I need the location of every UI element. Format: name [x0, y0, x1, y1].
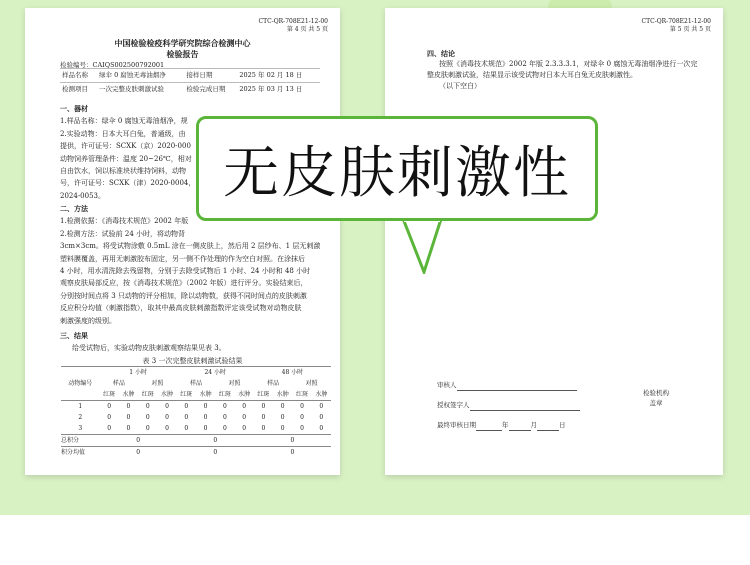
score-cell: 0 — [242, 425, 247, 432]
sub-header: 水肿 — [315, 391, 328, 398]
average-value: 0 — [100, 447, 177, 459]
score-cell: 0 — [280, 425, 285, 432]
score-cell: 0 — [254, 401, 273, 413]
conclusion-line: 整皮肤刺激试验，结果显示该受试物对日本大耳白兔无皮肤刺激性。 — [427, 71, 637, 79]
score-cell: 0 — [184, 414, 189, 421]
sub-header: 水肿 — [276, 391, 289, 398]
score-cell: 0 — [107, 414, 112, 421]
info-value: 绿伞 0 腐蚀无毒油烟净 — [97, 69, 184, 83]
sub-header: 水肿 — [238, 391, 251, 398]
sub-header: 红斑 — [295, 391, 308, 398]
section-conclusion — [427, 48, 712, 92]
group-header: 对照 — [228, 380, 241, 387]
text-line: 分别按时间点将 3 只动物的评分相加，除以动物数，获得不同时间点的皮肤刺激 — [60, 291, 307, 300]
form-code: CTC-QR-708E21-12-00 — [641, 18, 711, 25]
text-line: 自由饮水，饲以标准块状维持饲料，动物 — [60, 167, 186, 176]
final-date-line — [437, 420, 566, 431]
table-row — [61, 423, 331, 435]
date-blank — [509, 422, 531, 431]
text-line: 观察皮肤局部反应，按《消毒技术规范》（2002 年版）进行评分。实验结束后， — [60, 279, 308, 288]
year-unit: 年 — [502, 421, 509, 429]
total-value: 0 — [254, 435, 331, 447]
score-cell: 0 — [165, 425, 169, 432]
info-value: 2025 年 02 月 18 日 — [237, 69, 320, 83]
score-cell: 0 — [319, 425, 324, 432]
sub-header: 红斑 — [141, 391, 154, 398]
text-line: 4 小时，用水清洗除去残留物，分别于去除受试物后 1 小时、24 小时和 48 小时 — [60, 267, 311, 276]
score-cell: 0 — [177, 401, 196, 413]
section-title: 一、器材 — [60, 104, 88, 113]
info-row — [60, 83, 320, 97]
section-title: 二、方法 — [60, 204, 88, 213]
score-cell: 0 — [261, 414, 266, 421]
page-code — [259, 18, 328, 34]
time-header: 48 小时 — [254, 367, 331, 379]
table-header-sub — [61, 389, 331, 401]
score-cell: 0 — [203, 425, 208, 432]
score-cell: 0 — [222, 414, 227, 421]
total-label: 总积分 — [61, 435, 100, 447]
signature-line — [457, 382, 577, 391]
form-code: CTC-QR-708E21-12-00 — [258, 18, 328, 25]
month-unit: 月 — [530, 421, 537, 429]
info-row — [60, 69, 320, 83]
section-title: 四、结论 — [427, 49, 455, 58]
org-stamp-area — [643, 388, 669, 408]
stamp-label: 盖章 — [649, 399, 663, 407]
score-cell: 0 — [184, 425, 189, 432]
text-line: 提供，许可证号：SCXK（京）2020-000 — [60, 142, 191, 151]
average-row — [61, 447, 331, 459]
bubble-tail — [400, 216, 444, 274]
text-line: 2024-0053。 — [60, 191, 105, 200]
group-header: 样品 — [189, 380, 202, 387]
score-cell: 0 — [300, 425, 304, 432]
sub-header: 红斑 — [257, 391, 270, 398]
text-line: 动物饲养管理条件：温度 20~26℃，相对 — [60, 154, 192, 163]
time-header: 24 小时 — [177, 367, 254, 379]
section-method — [60, 203, 325, 327]
signer-label: 授权签字人 — [437, 401, 470, 409]
score-cell: 0 — [203, 414, 208, 421]
score-cell: 0 — [138, 401, 157, 413]
animal-id: 3 — [78, 425, 83, 432]
total-value: 0 — [177, 435, 254, 447]
info-value: 2025 年 03 月 13 日 — [237, 83, 320, 97]
group-header: 对照 — [151, 380, 164, 387]
score-cell: 0 — [242, 414, 247, 421]
org-label: 检验机构 — [643, 389, 669, 397]
text-line: 2.实验动物：日本大耳白兔，普通级，由 — [60, 129, 186, 138]
score-cell: 0 — [261, 425, 266, 432]
animal-id-header: 动物编号 — [61, 367, 100, 401]
section-title: 三、结果 — [60, 331, 88, 340]
sample-info-table — [60, 68, 320, 96]
group-header: 样品 — [112, 380, 125, 387]
info-label: 样品名称 — [60, 69, 97, 83]
score-cell: 0 — [119, 401, 138, 413]
report-number: 检验编号：CAIQS002500792001 — [60, 61, 165, 69]
info-label: 检测项目 — [60, 83, 97, 97]
sub-header: 水肿 — [199, 391, 212, 398]
score-cell: 0 — [292, 401, 311, 413]
text-line: 3cm×3cm。将受试物涂敷 0.5mL 涂在一侧皮肤上，然后用 2 层纱布、1 层无刺激 — [60, 242, 321, 251]
info-label: 检验完成日期 — [184, 83, 237, 97]
report-title: 检验报告 — [166, 49, 199, 59]
report-page-4 — [25, 8, 340, 475]
sub-header: 水肿 — [161, 391, 174, 398]
signature-line — [470, 402, 580, 411]
reviewer-label: 审核人 — [437, 381, 457, 389]
info-label: 接样日期 — [184, 69, 237, 83]
bubble-text: 无皮肤刺激性 — [223, 140, 571, 206]
page-number: 第 4 页 共 5 页 — [286, 26, 328, 33]
animal-id: 1 — [61, 401, 100, 413]
average-value: 0 — [177, 447, 254, 459]
group-header: 对照 — [305, 380, 318, 387]
final-date-label: 最终审核日期 — [437, 421, 476, 429]
score-cell: 0 — [215, 401, 234, 413]
score-cell: 0 — [319, 414, 324, 421]
score-cell: 0 — [126, 425, 131, 432]
no-irritation-bubble — [196, 116, 598, 221]
score-cell: 0 — [280, 414, 285, 421]
sub-header: 红斑 — [103, 391, 116, 398]
page-number: 第 5 页 共 5 页 — [669, 26, 711, 33]
conclusion-line: 按照《消毒技术规范》2002 年版 2.3.3.3.1，对绿伞 0 腐蚀无毒油烟净进行一次完 — [439, 60, 698, 68]
score-cell: 0 — [196, 401, 215, 413]
score-cell: 0 — [235, 401, 254, 413]
day-unit: 日 — [559, 421, 566, 429]
signer-line — [437, 400, 580, 411]
sub-header: 水肿 — [122, 391, 135, 398]
score-cell: 0 — [312, 401, 331, 413]
page-code — [642, 18, 711, 34]
text-line: 反应积分均值（刺激指数），取其中最高皮肤刺激指数评定该受试物对动物皮肤 — [60, 304, 302, 313]
text-line: 塑料膜覆盖，再用无刺激胶布固定，另一侧不作处理的作为空白对照。在涂抹后 — [60, 254, 305, 263]
score-cell: 0 — [145, 425, 150, 432]
date-blank — [537, 422, 559, 431]
score-cell: 0 — [273, 401, 292, 413]
report-header — [25, 38, 340, 60]
info-value: 一次完整皮肤刺激试验 — [97, 83, 184, 97]
score-cell: 0 — [100, 401, 119, 413]
text-line: 1.样品名称：绿伞 0 腐蚀无毒油烟净，规 — [60, 117, 188, 126]
table-row — [61, 412, 331, 423]
total-value: 0 — [100, 435, 177, 447]
text-line: 2.检测方法：试验前 24 小时，将动物背 — [60, 229, 186, 238]
table-header-time — [61, 367, 331, 379]
score-cell: 0 — [300, 414, 304, 421]
average-label: 积分均值 — [61, 447, 100, 459]
score-cell: 0 — [107, 425, 112, 432]
average-value: 0 — [254, 447, 331, 459]
blank-note: （以下空白） — [439, 82, 481, 90]
background-bottom — [0, 515, 750, 565]
group-header: 样品 — [267, 380, 280, 387]
result-table — [61, 366, 331, 458]
animal-id: 2 — [78, 414, 83, 421]
score-cell: 0 — [145, 414, 150, 421]
table-caption: 表 3 一次完整皮肤刺激试验结果 — [142, 356, 243, 365]
score-cell: 0 — [157, 401, 176, 413]
score-cell: 0 — [165, 414, 169, 421]
text-line: 刺激强度的级别。 — [60, 316, 116, 325]
reviewer-line — [437, 380, 577, 391]
time-header: 1 小时 — [100, 367, 177, 379]
table-header-group — [61, 378, 331, 389]
score-cell: 0 — [126, 414, 131, 421]
score-cell: 0 — [222, 425, 227, 432]
text-line: 1.检测依据：《消毒技术规范》2002 年版 — [60, 217, 189, 226]
text-line: 号，许可证号：SCXK（津）2020-0004， — [60, 179, 196, 188]
table-row — [61, 401, 331, 413]
sub-header: 红斑 — [218, 391, 231, 398]
org-name: 中国检验检疫科学研究院综合检测中心 — [114, 38, 251, 48]
result-intro: 给受试物后，实验动物皮肤刺激观察结果见表 3。 — [72, 344, 226, 353]
section-result — [60, 330, 325, 367]
date-blank — [476, 422, 502, 431]
total-row — [61, 435, 331, 447]
sub-header: 红斑 — [180, 391, 193, 398]
